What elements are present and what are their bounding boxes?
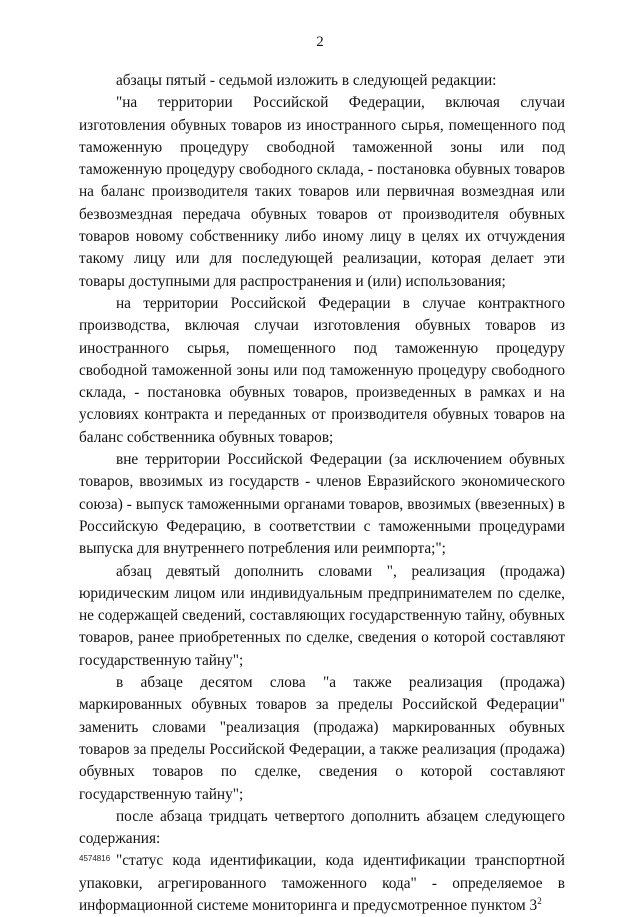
paragraph: на территории Российской Федерации в случае контрактного производства, включая случаи изготовления обувных товаров из иностранного сырья, помещенного под таможенную процедуру свободной таможенной зоны или под таможенную процедуру свободного склада, - постановка обувных товаров, произведенных в рамках и на условиях контракта и переданных от производителя обувных товаров на баланс собственника обувных товаров; xyxy=(79,294,565,446)
paragraph: после абзаца тридцать четвертого дополнить абзацем следующего содержания: xyxy=(79,807,565,848)
document-body xyxy=(79,70,565,917)
paragraph: в абзаце десятом слова "а также реализация (продажа) маркированных обувных товаров за пределы Российской Федерации" заменить словами "реализация (продажа) маркированных обувных товаров за пределы Российской Федерации, а также реализация (продажа) обувных товаров по сделке, сведения о которой составляют государственную тайну"; xyxy=(79,674,565,803)
paragraph: абзацы пятый - седьмой изложить в следующей редакции: xyxy=(116,72,497,89)
superscript: 2 xyxy=(537,895,542,906)
page-number: 2 xyxy=(316,34,324,50)
paragraph: вне территории Российской Федерации (за исключением обувных товаров, ввозимых из государств - членов Евразийского экономического союза) - выпуск таможенными органами товаров, ввозимых (ввезенных) в Российскую Федерацию, в соответствии с таможенными процедурами выпуска для внутреннего потребления или реимпорта;"; xyxy=(79,451,565,558)
document-code: 4574816 xyxy=(79,854,111,863)
paragraph-last-text: "статус кода идентификации, кода идентификации транспортной упаковки, агрегированного таможенного кода" - определяемое в информационной системе мониторинга и предусмотренное пунктом 3 xyxy=(79,852,565,914)
paragraph: абзац девятый дополнить словами ", реализация (продажа) юридическим лицом или индивидуальным предпринимателем по сделке, не содержащей сведений, составляющих государственную тайну, обувных товаров, ранее приобретенных по сделке, сведения о которой составляют государственную тайну"; xyxy=(79,562,565,669)
paragraph: "на территории Российской Федерации, включая случаи изготовления обувных товаров из иностранного сырья, помещенного под таможенную процедуру свободной таможенной зоны или под таможенную процедуру свободного склада, - постановка обувных товаров на баланс производителя таких товаров или первичная возмездная или безвозмездная передача обувных товаров от производителя обувных товаров новому собственнику либо иному лицу в целях их отчуждения такому лицу или для последующей реализации, которая делает эти товары доступными для распространения и (или) использования; xyxy=(79,94,565,290)
paragraph-last xyxy=(79,850,565,917)
